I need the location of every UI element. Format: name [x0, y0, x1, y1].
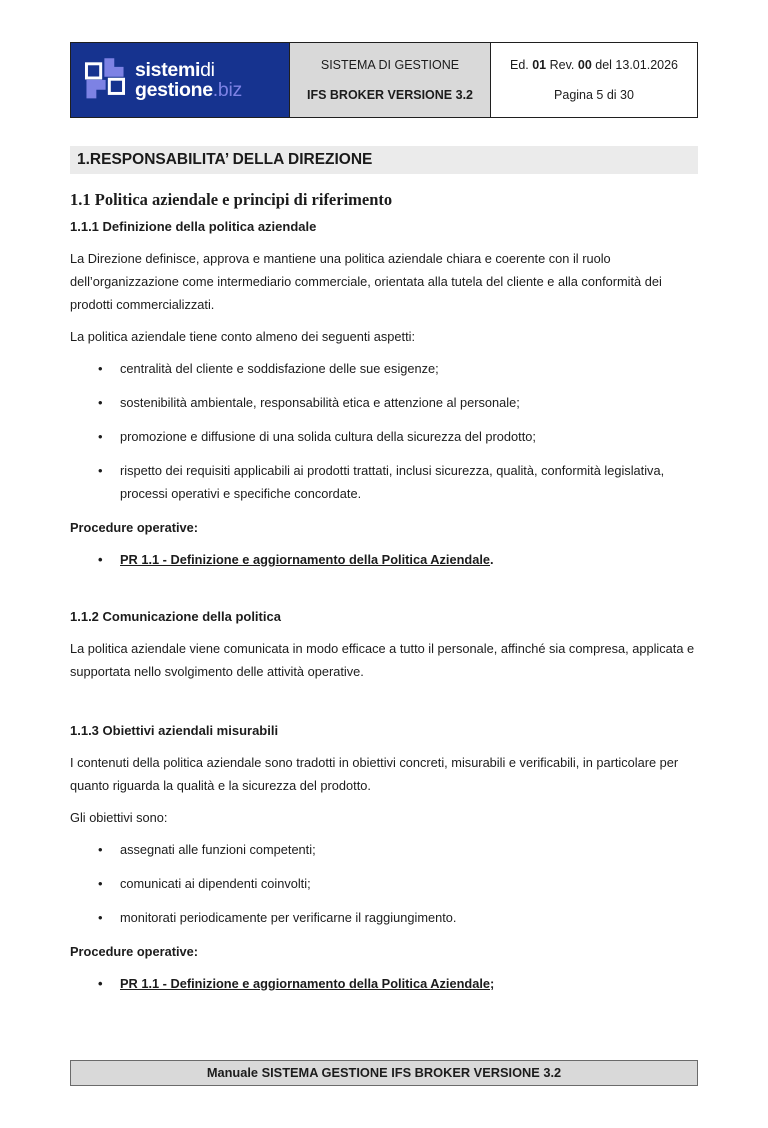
logo-wordmark — [135, 60, 242, 100]
paragraph: La Direzione definisce, approva e mantiene una politica aziendale chiara e coerente con il ruolo dell’organizzazione come intermediario commerciale, orientata alla tutela del cliente e alla conformità dei prodotti commercializzati. — [70, 251, 662, 312]
heading-1-1-3: 1.1.3 Obiettivi aziendali misurabili — [70, 723, 279, 738]
logo-word1-bold: sistemi — [135, 59, 201, 81]
page-number: Pagina 5 di 30 — [554, 87, 634, 102]
document-page — [0, 42, 768, 1128]
bullet-item: • comunicati ai dipendenti coinvolti; — [120, 872, 698, 895]
logo-word2-tail: .biz — [212, 79, 242, 101]
heading-1-1-2: 1.1.2 Comunicazione della politica — [70, 609, 281, 624]
procedure-item — [120, 548, 698, 571]
squares-grid-icon — [84, 57, 126, 104]
header-cell-edition — [491, 43, 697, 117]
bullet-list — [70, 838, 698, 929]
header-cell-system — [289, 43, 491, 117]
edition-rev-label: Rev. — [549, 58, 575, 73]
procedures-label: Procedure operative: — [70, 520, 199, 535]
procedure-link: PR 1.1 - Definizione e aggiornamento della Politica Aziendale — [120, 976, 491, 991]
bullet-item: • monitorati periodicamente per verificarne il raggiungimento. — [120, 906, 698, 929]
heading-1-1-1: 1.1.1 Definizione della politica aziendale — [70, 219, 317, 234]
bullet-list — [70, 357, 698, 505]
procedure-suffix: . — [490, 552, 494, 567]
paragraph: Gli obiettivi sono: — [70, 810, 168, 825]
logo-word1-tail: di — [200, 59, 215, 81]
procedure-suffix: ; — [490, 976, 495, 991]
paragraph: La politica aziendale tiene conto almeno dei seguenti aspetti: — [70, 329, 416, 344]
bullet-item: • assegnati alle funzioni competenti; — [120, 838, 698, 861]
procedure-list — [70, 548, 698, 571]
footer-title: Manuale SISTEMA GESTIONE IFS BROKER VERSIONE 3.2 — [70, 1060, 698, 1086]
bullet-item: • rispetto dei requisiti applicabili ai prodotti trattati, inclusi sicurezza, qualità, conformità legislativa, processi operativi e specifiche concordate. — [120, 459, 698, 505]
subsection-heading-1-1: 1.1 Politica aziendale e principi di riferimento — [70, 190, 393, 209]
procedure-list — [70, 972, 698, 995]
edition-date: del 13.01.2026 — [595, 58, 678, 73]
edition-ed-value: 01 — [532, 58, 547, 73]
bullet-item: • centralità del cliente e soddisfazione delle sue esigenze; — [120, 357, 698, 380]
procedures-label: Procedure operative: — [70, 944, 199, 959]
standard-label: IFS BROKER VERSIONE 3.2 — [306, 87, 473, 102]
document-header-table — [70, 42, 698, 118]
edition-rev-value: 00 — [577, 58, 592, 73]
system-label: SISTEMA DI GESTIONE — [320, 58, 460, 73]
paragraph: I contenuti della politica aziendale sono tradotti in obiettivi concreti, misurabili e verificabili, in particolare per quanto riguarda la qualità e la sicurezza del prodotto. — [70, 755, 679, 793]
edition-line — [491, 58, 697, 72]
bullet-item: • sostenibilità ambientale, responsabilità etica e attenzione al personale; — [120, 391, 698, 414]
edition-ed-label: Ed. — [509, 58, 529, 73]
section-heading: 1.RESPONSABILITA’ DELLA DIREZIONE — [70, 146, 698, 174]
logo — [71, 43, 289, 117]
procedure-link: PR 1.1 - Definizione e aggiornamento della Politica Aziendale — [120, 552, 491, 567]
bullet-item: • promozione e diffusione di una solida cultura della sicurezza del prodotto; — [120, 425, 698, 448]
procedure-item — [120, 972, 698, 995]
paragraph: La politica aziendale viene comunicata in modo efficace a tutto il personale, affinché sia compresa, applicata e supportata nello svolgimento delle attività operative. — [70, 641, 695, 679]
logo-word2-bold: gestione — [135, 79, 213, 101]
